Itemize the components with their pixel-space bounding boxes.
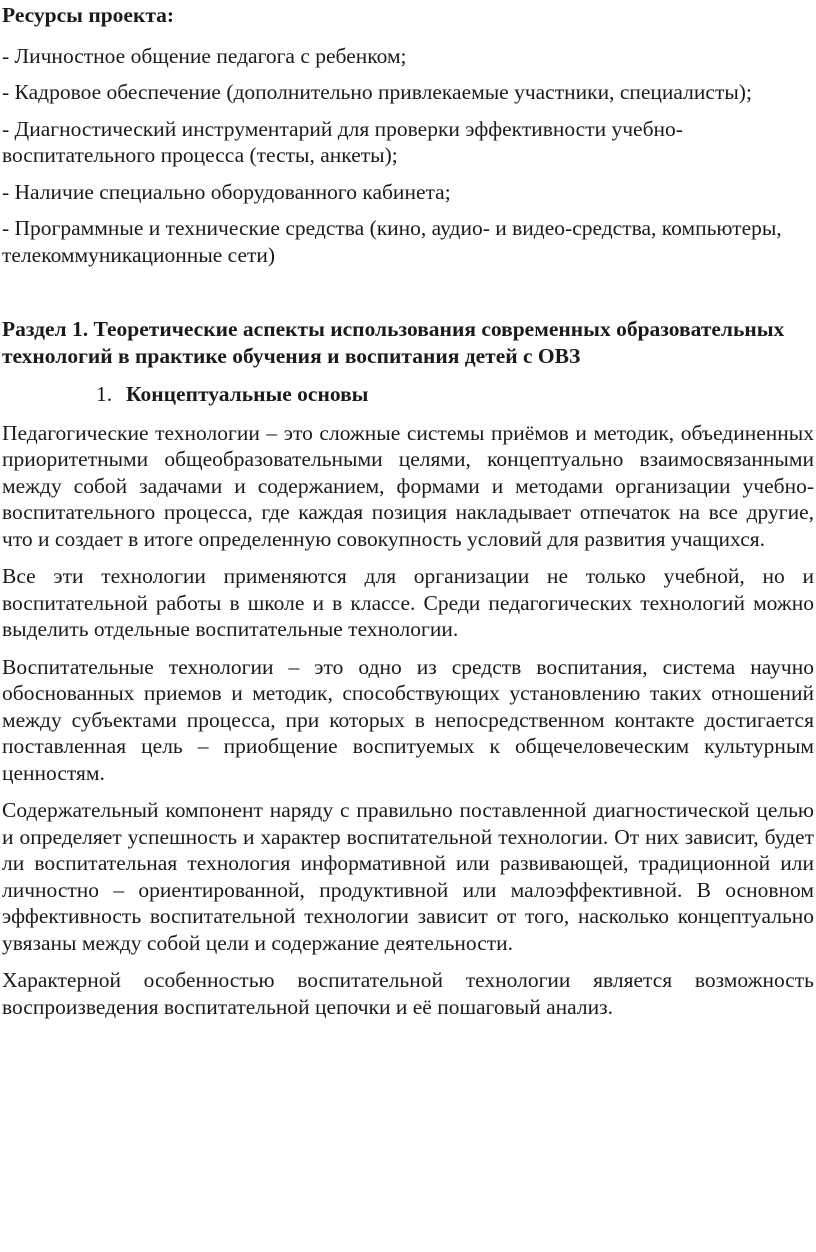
resource-item: - Программные и технические средства (кино, аудио- и видео-средства, компьютеры, телекоммуникационные сети): [2, 216, 782, 267]
subsection-number: 1.: [96, 382, 113, 406]
paragraph: Все эти технологии применяются для организации не только учебной, но и воспитательной работы в школе и в классе. Среди педагогических технологий можно выделить отдельные воспитательные технологии.: [2, 564, 814, 641]
paragraph: Содержательный компонент наряду с правильно поставленной диагностической целью и определяет успешность и характер воспитательной технологии. От них зависит, будет ли воспитательная технология информативной или развивающей, традиционной или личностно – ориентированной, продуктивной или малоэффективной. В основном эффективность воспитательной технологии зависит от того, насколько концептуально увязаны между собой цели и содержание деятельности.: [2, 798, 814, 955]
subsection-title: Концептуальные основы: [126, 382, 369, 406]
subsection-heading: [2, 381, 814, 408]
paragraph: Воспитательные технологии – это одно из средств воспитания, система научно обоснованных приемов и методик, способствующих установлению таких отношений между субъектами процесса, при которых в непосредственном контакте достигается поставленная цель – приобщение воспитуемых к общечеловеческим культурным ценностям.: [2, 654, 814, 785]
paragraph: Педагогические технологии – это сложные системы приёмов и методик, объединенных приоритетными общеобразовательными целями, концептуально взаимосвязанными между собой задачами и содержанием, формами и методами организации учебно-воспитательного процесса, где каждая позиция накладывает отпечаток на все другие, что и создает в итоге определенную совокупность условий для развития учащихся.: [2, 420, 814, 551]
resource-item: - Личностное общение педагога с ребенком;: [2, 43, 407, 68]
resource-item: - Диагностический инструментарий для проверки эффективности учебно-воспитательного процесса (тесты, анкеты);: [2, 116, 683, 167]
paragraph: Характерной особенностью воспитательной технологии является возможность воспроизведения воспитательной цепочки и её пошаговый анализ.: [2, 968, 814, 1019]
blank-line: [2, 278, 814, 316]
resource-item: - Кадровое обеспечение (дополнительно привлекаемые участники, специалисты);: [2, 80, 752, 104]
section-heading: Раздел 1. Теоретические аспекты использования современных образовательных технологий в практике обучения и воспитания детей с ОВЗ: [2, 317, 785, 368]
resource-item: - Наличие специально оборудованного кабинета;: [2, 179, 451, 204]
resources-title: Ресурсы проекта:: [2, 3, 175, 27]
